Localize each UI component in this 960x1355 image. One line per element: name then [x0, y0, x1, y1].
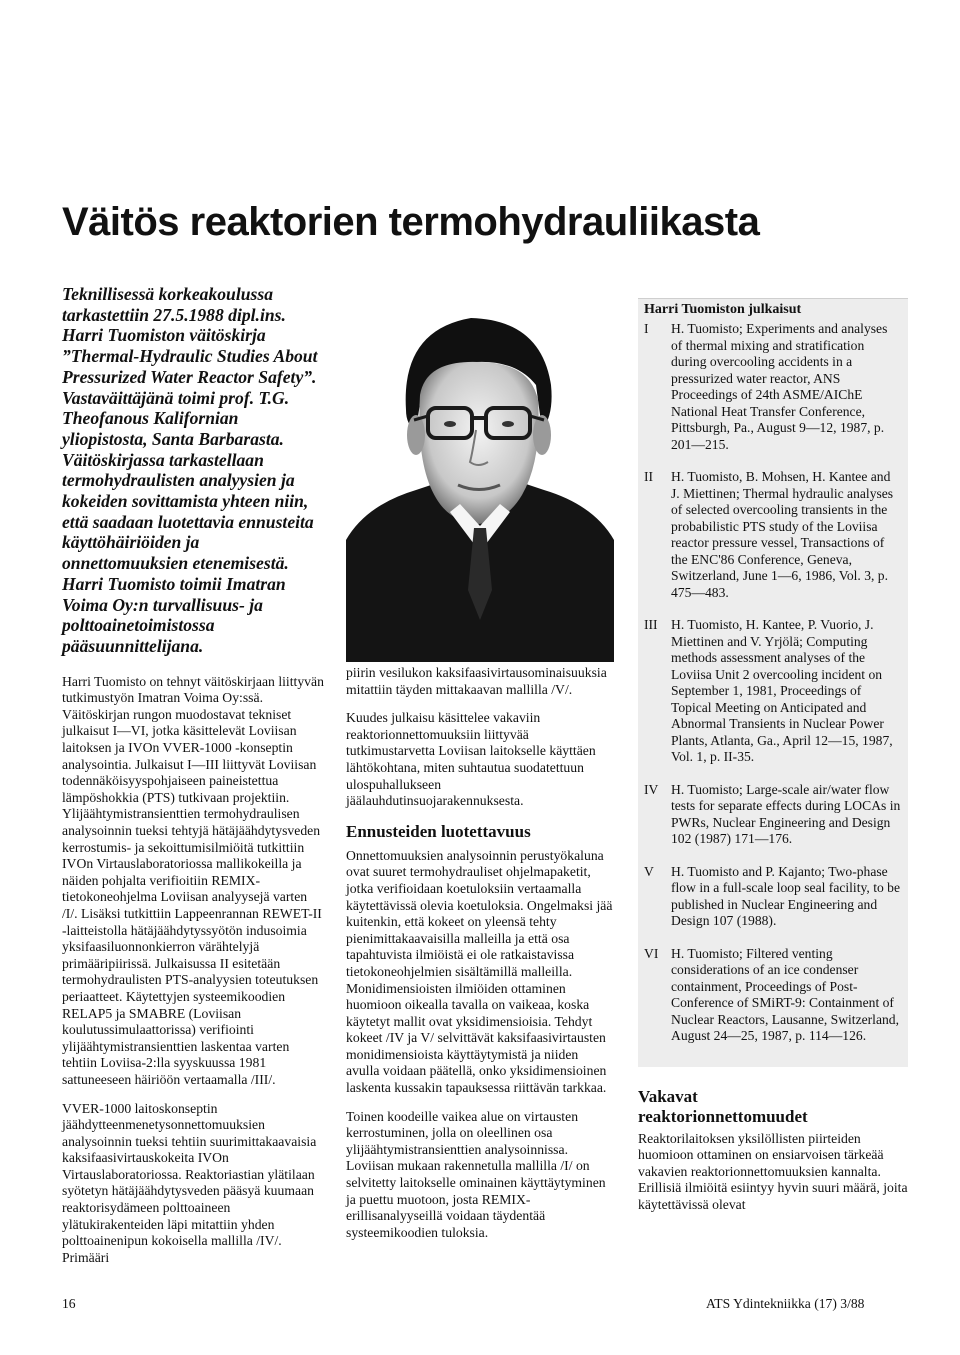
column-3-article — [638, 1087, 908, 1214]
publication-reference: H. Tuomisto, B. Mohsen, H. Kantee and J. Miettinen; Thermal hydraulic analyses of selected overcooling transients in the probabilistic PTS study of the Loviisa reactor pressure vessel, Transactions of the ENC'86 Conference, Geneva, Switzerland, June 1—6, 1986, Vol. 3, p. 475—483. — [671, 469, 894, 600]
section-heading: Vakavat reaktorionnettomuudet — [638, 1086, 808, 1126]
publication-item — [644, 864, 902, 930]
publications-box — [638, 298, 908, 1067]
publication-item — [644, 946, 902, 1045]
publications-list — [644, 321, 902, 1045]
publication-reference: H. Tuomisto and P. Kajanto; Two-phase flow in a full-scale loop seal facility, to be published in Nuclear Engineering and Design 107 (1988). — [671, 863, 901, 928]
publication-reference: H. Tuomisto; Experiments and analyses of thermal mixing and stratification during overcooling accidents in a pressurized water reactor, ANS Proceedings of 24th ASME/AIChE National Heat Transfer Conference, Pittsburgh, Pa., August 9—12, 1987, p. 201—215. — [671, 321, 888, 452]
body-paragraph: piirin vesilukon kaksifaasivirtausominaisuuksia mitattiin täyden mittakaavan mallilla /V/. — [346, 665, 607, 697]
publications-heading: Harri Tuomiston julkaisut — [644, 302, 802, 317]
publication-item — [644, 617, 902, 766]
publication-number: VI — [644, 945, 659, 961]
body-paragraph: Kuudes julkaisu käsittelee vakaviin reaktorionnettomuuksiin liittyvää tutkimustarvetta Loviisan laitokselle käyttäen lähtökohtana, miten suhtautua suodatettuun ulospuhallukseen jäälauhdutinsuojarakennuksesta. — [346, 710, 596, 809]
publication-number: II — [644, 469, 654, 484]
publication-number: V — [644, 863, 654, 879]
lead-paragraph: Teknillisessä korkeakoulussa tarkastettiin 27.5.1988 dipl.ins. Harri Tuomiston väitöskirja ”Thermal-Hydraulic Studies About Pressurized Water Reactor Safety”. Vastaväittäjänä toimi prof. T.G. Theofanous Kalifornian yliopistosta, Santa Barbarasta. Väitöskirjassa tarkastellaan termohydraulisten analyysien ja kokeiden sovittamista yhteen niin, että saadaan luotettavia ennusteita käyttöhäiriöiden ja onnettomuuksien etenemisestä. Harri Tuomisto toimii Imatran Voima Oy:n turvallisuus- ja polttoainetoimistossa pääsuunnittelijana. — [62, 284, 318, 656]
publication-footer: ATS Ydintekniikka (17) 3/88 — [706, 1296, 865, 1311]
publication-item — [644, 469, 902, 601]
author-portrait-photo — [346, 290, 614, 662]
body-paragraph: VVER-1000 laitoskonseptin jäähdytteenmenetysonnettomuuksien analysoinnin tueksi tehtiin suurimittakaavaisia kaksifaasivirtauskokeita IVOn Virtauslaboratoriossa. Reaktoriastian ylätilaan syötetyn hätäjäähdytysveden pääsyä kuumaan reaktorisydämeen polttoaineen ylätukirakenteiden läpi mitattiin yhden polttoainenipun kokoisella mallilla /IV/. Primääri — [62, 1100, 317, 1265]
publication-item — [644, 782, 902, 848]
page-number: 16 — [62, 1296, 76, 1311]
publication-reference: H. Tuomisto; Filtered venting considerations of an ice condenser containment, Proceedings of Post-Conference of SMiRT-9: Containment of Nuclear Reactors, Lausanne, Switzerland, August 24—25, 1987, p. 114—126. — [671, 945, 899, 1043]
publication-number: I — [644, 321, 649, 336]
portrait-illustration — [346, 290, 614, 662]
body-paragraph: Toinen koodeille vaikea alue on virtausten kerrostuminen, jolla on oleellinen osa ylijäähtymistransienttien analysoinnissa. Loviisan mukaan rakennetulla mallilla /I/ on selvitetty laitokselle ominainen käyttäytyminen ja puettu muotoon, josta REMIX-erillisanalyyseillä voidaan täydentää systeemikoodien tuloksia. — [346, 1108, 606, 1240]
publication-number: IV — [644, 781, 659, 797]
body-paragraph: Reaktorilaitoksen yksilöllisten piirteiden huomioon ottaminen on ensiarvoisen tärkeää vakavien reaktorionnettomuuksien kannalta. Erillisiä ilmiöitä esiintyy hyvin suuri määrä, joita käytettävissä olevat — [638, 1130, 908, 1212]
publication-number: III — [644, 617, 658, 632]
column-1 — [62, 284, 324, 1278]
column-2 — [346, 665, 614, 1253]
body-paragraph: Onnettomuuksien analysoinnin perustyökaluna ovat suuret termohydrauliset ohjelmapaketit, jotka verifioidaan koetuloksiin vertaamalla käytettävissä olevia koetuloksia. Ongelmaksi jää kuitenkin, että kokeet on yleensä tehty pienimittakaavaisilla malleilla ja että osa tapahtuvista ilmiöistä ei ole ratkaistavissa tietokoneohjelmien sisältämillä malleilla. Monidimensioisten ilmiöiden ottaminen huomioon oikealla tavalla on vaikeaa, koska käytetyt mallit ovat yksidimensioisia. Tehdyt kokeet /IV ja V/ selvittävät kaksifaasivirtausten monidimensioista käyttäytymistä ja niiden avulla voidaan päätellä, onko yksidimensioinen laskenta kussakin tapauksessa riittävän tarkkaa. — [346, 847, 613, 1096]
publication-reference: H. Tuomisto, H. Kantee, P. Vuorio, J. Miettinen and V. Yrjölä; Computing methods assessment analyses of the Loviisa Unit 2 overcooling incident on September 1, 1981, Proceedings of Topical Meeting on Anticipated and Abnormal Transients in Nuclear Power Plants, Atlanta, Ga., April 12—15, 1987, Vol. 1, p. II-35. — [671, 617, 893, 764]
publication-reference: H. Tuomisto; Large-scale air/water flow tests for separate effects during LOCAs in PWRs, Nuclear Engineering and Design 102 (1987) 171—176. — [671, 781, 901, 846]
article-title: Väitös reaktorien termohydrauliikasta — [62, 200, 760, 244]
publication-item — [644, 321, 902, 453]
column-3 — [638, 298, 908, 1225]
body-paragraph: Harri Tuomisto on tehnyt väitöskirjaan liittyvän tutkimustyön Imatran Voima Oy:ssä. Väitöskirjan rungon muodostavat tekniset julkaisut I—VI, jotka käsittelevät Loviisan laitoksen ja IVOn VVER-1000 -konseptin analysointia. Julkaisut I—III liittyvät Loviisan todennäköisyyspohjaiseen paineistettua lämpöshokkia (PTS) tutkivaan projektiin. Ylijäähtymistransienttien termohydraulisen analysoinnin tueksi tehtyjä hätäjäähdytysveden kerrostumis- ja sekoittumisilmiöitä tutkittiin IVOn Virtauslaboratoriossa mallikokeilla ja näiden pohjalta verifioitiin REMIX-tietokoneohjelma Loviisan analyysejä varten /I/. Lisäksi tutkittiin Lappeenrannan REWET-II -laitteistolla hätäjäähdytyssyötön indusoimia yksifaasiluonnonkierron värähtelyjä primääripiirissä. Julkaisussa II esitetään termohydraulisten PTS-analyysien toteutuksen periaatteet. Käytettyjen systeemikoodien RELAP5 ja SMABRE (Loviisan koulutussimulaattorissa) verifiointi ylijäähtymistransienttien laskentaa varten tehtiin Loviisa-2:lla syyskuussa 1981 sattuneeseen häiriöön vertaamalla /III/. — [62, 673, 324, 1087]
section-heading: Ennusteiden luotettavuus — [346, 821, 531, 841]
